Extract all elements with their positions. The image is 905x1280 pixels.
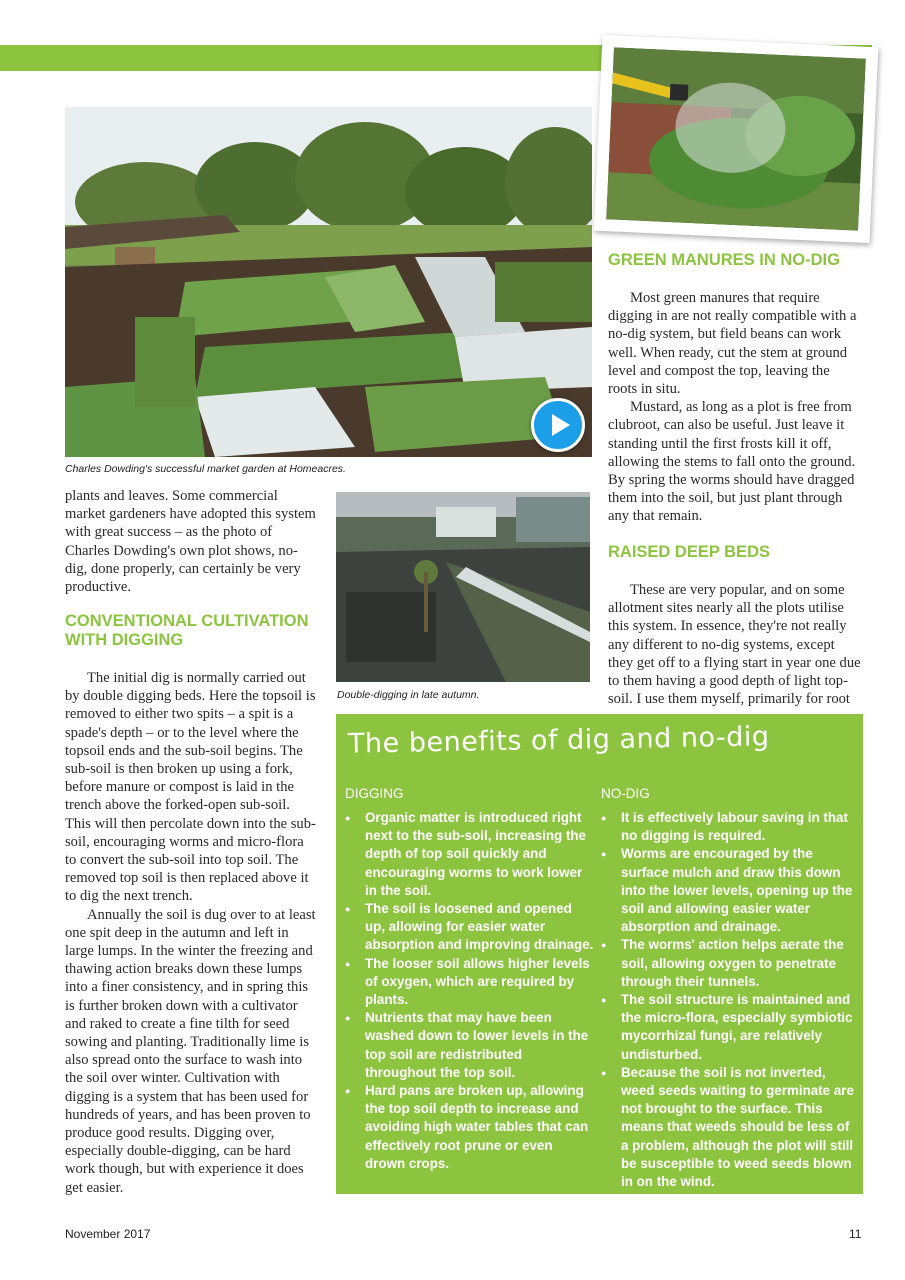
- digging-list: [345, 809, 595, 1173]
- green-manures-paragraph-1: Most green manures that require digging in are not really compatible with a no-dig system, but field beans can work well. When ready, cut the stem at ground level and compost the top, leaving the roots in situ.: [608, 290, 857, 398]
- intro-paragraph: plants and leaves. Some commercial market gardeners have adopted this system with great success – as the photo of Charles Dowding's own plot shows, no-dig, done properly, can certainly be very productive.: [65, 488, 316, 596]
- page-number: 11: [849, 1227, 862, 1241]
- green-manures-body: [608, 289, 861, 526]
- raised-beds-body: [608, 581, 863, 727]
- watering-photo: [606, 47, 866, 230]
- footer-date: November 2017: [65, 1227, 151, 1241]
- list-item: ● The soil structure is maintained and the micro-flora, especially symbiotic mycorrhizal fungi, are relatively undisturbed.: [601, 991, 858, 1064]
- conventional-paragraph-2: Annually the soil is dug over to at least one spit deep in the autumn and left in large lumps. In the winter the freezing and thawing action breaks down these lumps into a finer consistency, and in spring this is further broken down with a cultivator and raked to create a fine tilth for seed sowing and planting. Traditionally lime is also spread onto the surface to wash into the soil over winter. Cultivation with digging is a system that has been used for hundreds of years, and has been proven to produce good results. Digging over, especially double-digging, can be hard work though, but with experience it does get easier.: [65, 906, 316, 1196]
- nodig-heading: NO-DIG: [601, 786, 650, 801]
- list-item: ● Nutrients that may have been washed down to lower levels in the top soil are redistributed throughout the top soil.: [345, 1009, 595, 1082]
- green-manures-heading: GREEN MANURES IN NO-DIG: [608, 251, 840, 269]
- raised-beds-paragraph-1: These are very popular, and on some allotment sites nearly all the plots utilise this system. In essence, they're not really any different to no-dig systems, except they get off to a flying start in year one due to them having a good depth of light top-soil. I use them myself, primarily for root: [608, 582, 861, 708]
- list-item: ● Because the soil is not inverted, weed seeds waiting to germinate are not brought to the surface. This means that weeds should be less of a problem, although the plot will still be susceptible to weed seeds blown in on the wind.: [601, 1064, 858, 1191]
- list-item: ● The soil is loosened and opened up, allowing for easier water absorption and improving drainage.: [345, 900, 595, 955]
- benefits-title: The benefits of dig and no-dig: [347, 721, 770, 760]
- list-item: ● The worms' action helps aerate the soil, allowing oxygen to penetrate through their tunnels.: [601, 936, 858, 991]
- video-play-button[interactable]: [531, 398, 585, 452]
- list-item: ● It is effectively labour saving in that no digging is required.: [601, 809, 858, 845]
- digging-heading: DIGGING: [345, 786, 404, 801]
- market-garden-caption: Charles Dowding's successful market garden at Homeacres.: [65, 463, 346, 475]
- nodig-list: [601, 809, 858, 1191]
- green-manures-paragraph-2: Mustard, as long as a plot is free from clubroot, can also be useful. Just leave it standing until the first frosts kill it off, allowing the stems to fall onto the ground. By spring the worms should have dragged them into the soil, but just plant through any that remain.: [608, 399, 856, 525]
- list-item: ● Organic matter is introduced right next to the sub-soil, increasing the depth of top soil quickly and encouraging worms to work lower in the soil.: [345, 809, 595, 900]
- conventional-paragraph-1: The initial dig is normally carried out by double digging beds. Here the topsoil is removed to either two spits – a spit is a spade's depth – or to the level where the topsoil ends and the sub-soil begins. The sub-soil is then broken up using a fork, before manure or compost is laid in the trench above the forked-open sub-soil. This will then percolate down into the sub-soil, encouraging worms and micro-flora to convert the sub-soil into top soil. The removed top soil is then replaced above it to dig the next trench.: [65, 670, 316, 905]
- watering-photo-frame: [594, 35, 879, 243]
- double-digging-photo: [336, 492, 590, 682]
- double-digging-caption: Double-digging in late autumn.: [337, 689, 480, 701]
- conventional-heading: CONVENTIONAL CULTIVATION WITH DIGGING: [65, 612, 309, 649]
- conventional-body: [65, 669, 316, 1197]
- raised-beds-heading: RAISED DEEP BEDS: [608, 543, 770, 561]
- list-item: ● Worms are encouraged by the surface mulch and draw this down into the lower levels, opening up the soil and allowing easier water absorption and drainage.: [601, 845, 858, 936]
- benefits-box: [336, 714, 863, 1194]
- play-icon: [534, 401, 582, 449]
- list-item: ● Hard pans are broken up, allowing the top soil depth to increase and avoiding high water tables that can effectively root prune or even drown crops.: [345, 1082, 595, 1173]
- market-garden-photo: [65, 107, 592, 457]
- list-item: ● The looser soil allows higher levels of oxygen, which are required by plants.: [345, 955, 595, 1010]
